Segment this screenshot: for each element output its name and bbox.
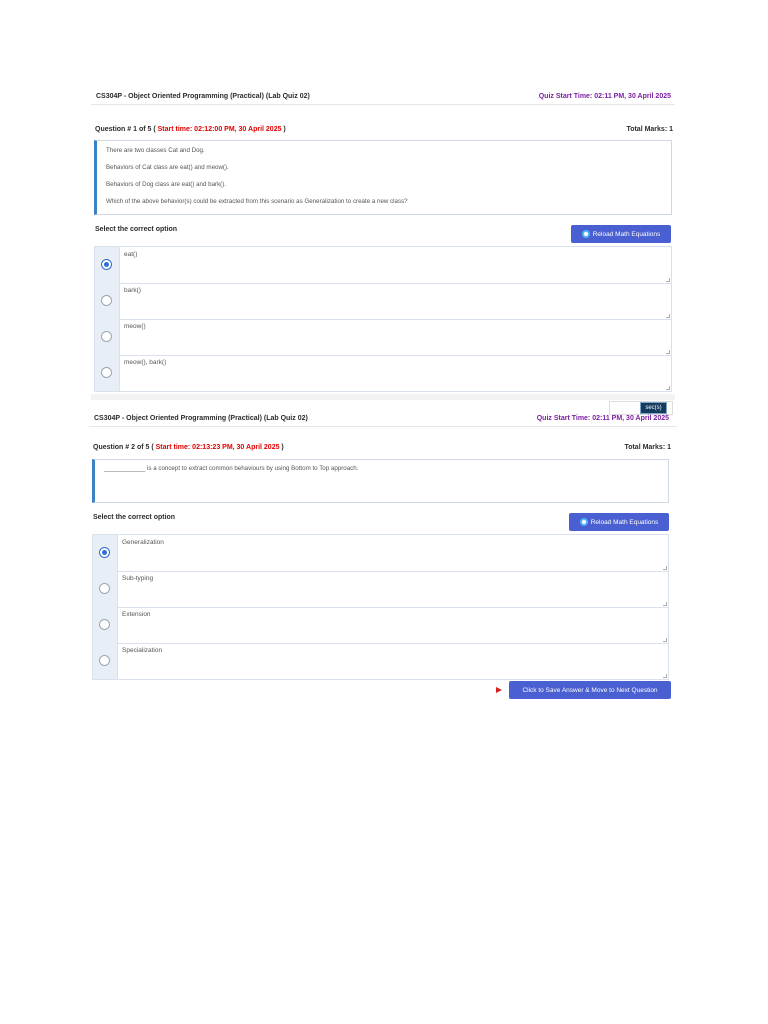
answer-option[interactable] <box>94 355 672 392</box>
answer-option[interactable] <box>92 607 669 644</box>
question-text-box <box>94 140 672 215</box>
radio-cell <box>95 247 120 283</box>
quiz-start-time: Quiz Start Time: 02:11 PM, 30 April 2025 <box>538 93 671 100</box>
option-text: bark() <box>124 287 141 294</box>
reload-icon <box>582 230 590 238</box>
select-option-label: Select the correct option <box>93 514 176 521</box>
option-text: Generalization <box>122 539 164 546</box>
answer-option[interactable] <box>92 534 669 572</box>
radio-cell <box>95 283 120 319</box>
option-text: Specialization <box>122 647 163 654</box>
answer-option[interactable] <box>92 571 669 608</box>
question-start-time: Start time: 02:13:23 PM, 30 April 2025 <box>155 444 280 451</box>
radio-unselected-icon[interactable] <box>99 619 110 630</box>
resize-handle-icon <box>666 278 670 282</box>
total-marks: Total Marks: 1 <box>624 444 671 451</box>
question-heading <box>93 444 284 451</box>
total-marks: Total Marks: 1 <box>626 126 673 133</box>
reload-math-button[interactable] <box>569 513 669 531</box>
question-line: Behaviors of Dog class are eat() and bark(). <box>106 181 227 188</box>
resize-handle-icon <box>666 350 670 354</box>
course-title: CS304P - Object Oriented Programming (Practical) (Lab Quiz 02) <box>96 93 310 100</box>
quiz-screenshot-2 <box>89 400 677 700</box>
answer-option[interactable] <box>94 246 672 284</box>
option-text: meow(), bark() <box>124 359 167 366</box>
quiz-start-time: Quiz Start Time: 02:11 PM, 30 April 2025 <box>536 415 669 422</box>
next-arrow-icon <box>496 687 502 693</box>
radio-cell <box>93 643 118 679</box>
radio-cell <box>93 607 118 643</box>
question-number: Question # 1 of 5 ( <box>95 126 158 133</box>
question-number: Question # 2 of 5 ( <box>93 444 156 451</box>
timer-badge: sec(s) <box>640 402 667 414</box>
question-heading-close: ) <box>281 126 286 133</box>
option-text: Extension <box>122 611 151 618</box>
course-title: CS304P - Object Oriented Programming (Practical) (Lab Quiz 02) <box>94 415 308 422</box>
radio-cell <box>93 571 118 607</box>
reload-math-label: Reload Math Equations <box>590 518 659 526</box>
resize-handle-icon <box>666 386 670 390</box>
save-next-button[interactable]: Click to Save Answer & Move to Next Question <box>509 681 671 699</box>
question-line: There are two classes Cat and Dog. <box>106 147 205 154</box>
radio-unselected-icon[interactable] <box>99 583 110 594</box>
question-line: Which of the above behavior(s) could be extracted from this scenario as Generalization to create a new class? <box>106 198 408 205</box>
question-start-time: Start time: 02:12:00 PM, 30 April 2025 <box>157 126 282 133</box>
question-line: Behaviors of Cat class are eat() and meow(). <box>106 164 229 171</box>
reload-math-button[interactable] <box>571 225 671 243</box>
resize-handle-icon <box>666 314 670 318</box>
radio-cell <box>93 535 118 571</box>
radio-unselected-icon[interactable] <box>99 655 110 666</box>
option-text: Sub-typing <box>122 575 154 582</box>
answer-option[interactable] <box>94 283 672 320</box>
question-text-box <box>92 459 669 503</box>
option-text: eat() <box>124 251 138 258</box>
radio-selected-icon[interactable] <box>99 547 110 558</box>
question-line: ____________ is a concept to extract common behaviours by using Bottom to Top approach. <box>104 465 359 472</box>
select-option-label: Select the correct option <box>95 226 178 233</box>
radio-unselected-icon[interactable] <box>101 367 112 378</box>
resize-handle-icon <box>663 638 667 642</box>
quiz-header-bar <box>91 88 675 105</box>
radio-cell <box>95 319 120 355</box>
reload-icon <box>580 518 588 526</box>
resize-handle-icon <box>663 602 667 606</box>
radio-selected-icon[interactable] <box>101 259 112 270</box>
answer-option[interactable] <box>92 643 669 680</box>
radio-unselected-icon[interactable] <box>101 331 112 342</box>
radio-unselected-icon[interactable] <box>101 295 112 306</box>
answer-option[interactable] <box>94 319 672 356</box>
question-heading-close: ) <box>279 444 284 451</box>
option-text: meow() <box>124 323 146 330</box>
resize-handle-icon <box>663 566 667 570</box>
radio-cell <box>95 355 120 391</box>
quiz-header-bar <box>89 410 677 427</box>
question-heading <box>95 126 286 133</box>
reload-math-label: Reload Math Equations <box>592 230 661 238</box>
quiz-screenshot-1 <box>91 88 675 400</box>
resize-handle-icon <box>663 674 667 678</box>
